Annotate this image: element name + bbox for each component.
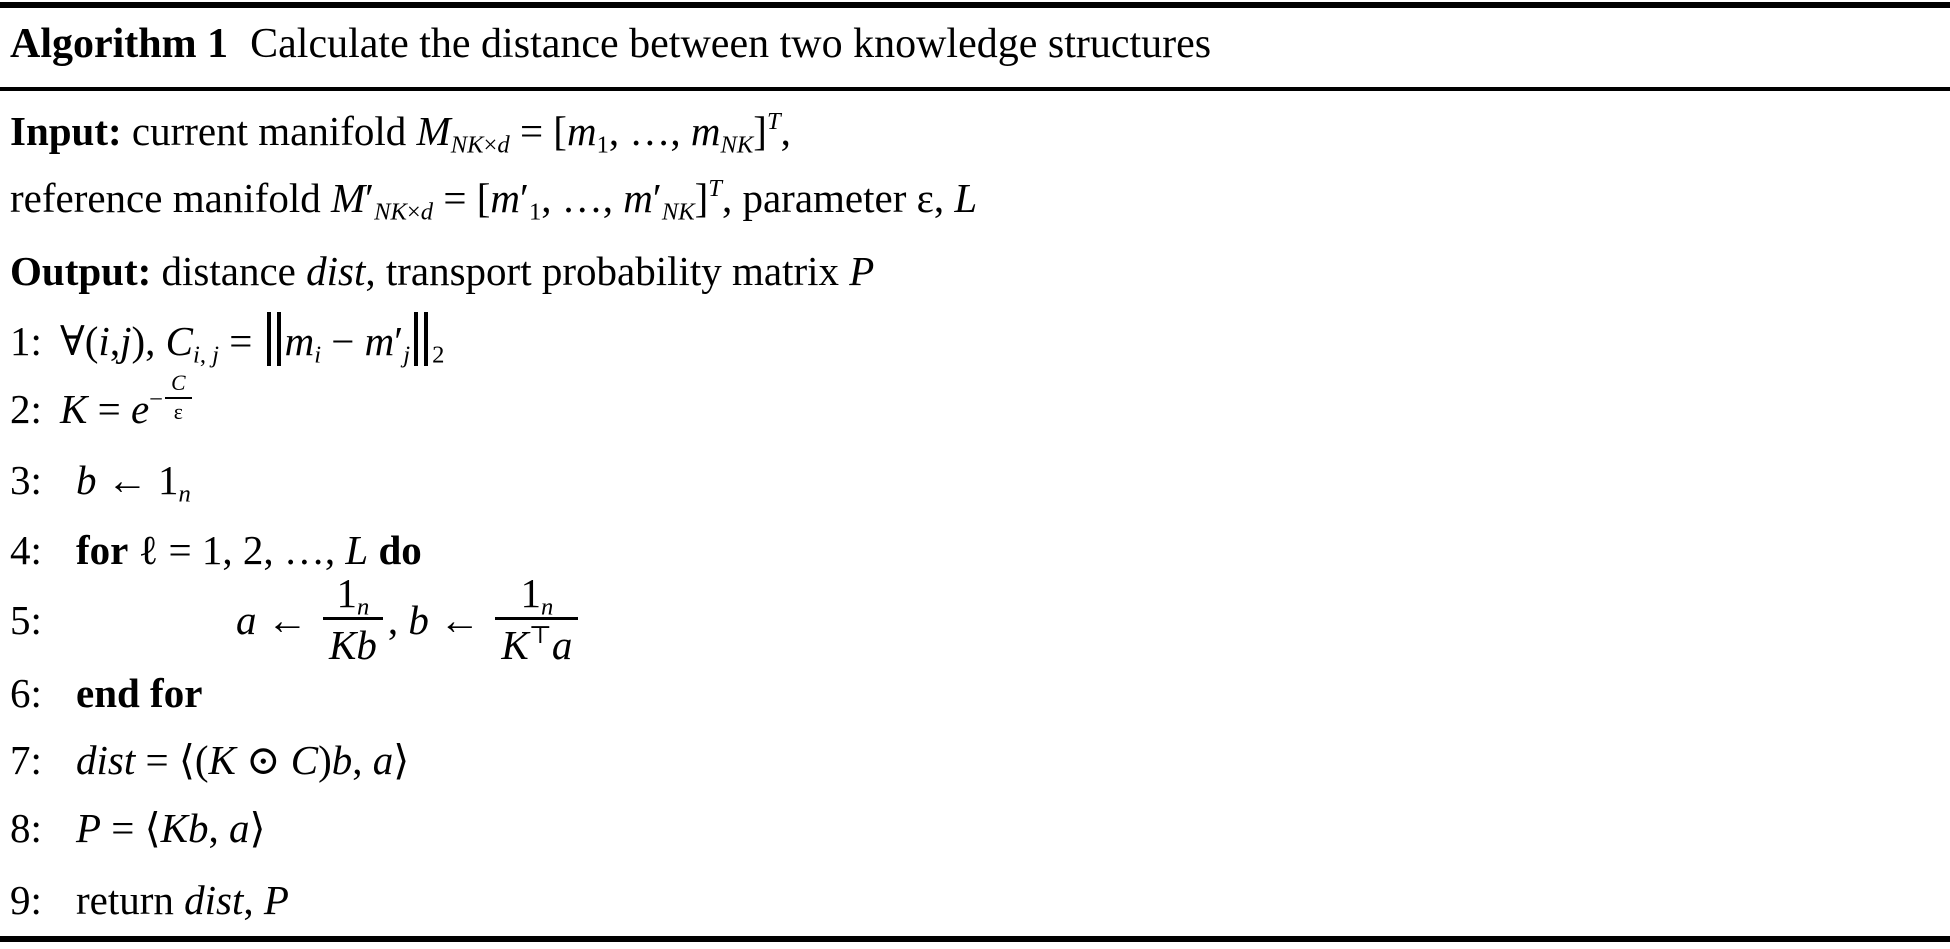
step-number: 4:	[10, 527, 42, 573]
step-number: 3:	[10, 457, 42, 503]
step-row-5	[10, 570, 1940, 670]
step-row-1	[10, 312, 1940, 369]
reference-line	[10, 170, 1940, 226]
step-row-2	[10, 372, 1940, 437]
step-number: 8:	[10, 805, 42, 851]
step-body: return dist, P	[76, 877, 289, 923]
step-row-9	[10, 872, 1940, 928]
step-number: 9:	[10, 877, 42, 923]
step-body: for ℓ = 1, 2, …, L do	[76, 527, 422, 573]
step-number: 2:	[10, 385, 42, 432]
step-number: 5:	[10, 597, 42, 643]
algorithm-title: Calculate the distance between two knowledge structures	[250, 21, 1212, 67]
algorithm-label: Algorithm 1	[10, 21, 229, 67]
step-body: b ← $1_n$	[76, 457, 191, 508]
output-line	[10, 243, 1940, 299]
step-body: ∀(i,j), $C_{i, j} = m_i - m'_j$ $_2$	[60, 318, 444, 364]
step-body: $K = e^{- \frac{C}{\varepsilon}}$	[60, 386, 194, 432]
step-body: end for	[76, 670, 203, 716]
output-label: Output:	[10, 248, 152, 294]
input-label: Input:	[10, 108, 122, 154]
step-body: P = ⟨Kb, a⟩	[76, 805, 266, 851]
step-body: dist = ⟨(K ⊙ C)b, a⟩	[76, 737, 410, 783]
input-line	[10, 103, 1940, 159]
bottom-rule	[0, 936, 1950, 942]
step-body: a ← $\frac{1_n}{Kb}$ , b ← $\frac{1_n}{K^⊤a}$	[236, 597, 583, 643]
step-row-7	[10, 732, 1940, 788]
step-number: 6:	[10, 670, 42, 716]
step-number: 7:	[10, 737, 42, 783]
input-expression: current manifold $M_{NK\times d} = [m_1$, …, $m_{NK}]^T$,	[131, 108, 791, 159]
output-expression: distance dist, transport probability matrix P	[161, 248, 875, 294]
step-row-6	[10, 665, 1940, 721]
algorithm-header	[10, 16, 1940, 72]
step-row-3	[10, 452, 1940, 508]
step-number: 1:	[10, 318, 42, 364]
step-row-8	[10, 800, 1940, 856]
reference-expression: reference manifold $M'_{NK\times d} = [m'_1$, …, $m'_{NK}]^T$, parameter ε, L	[10, 175, 978, 226]
top-rule	[0, 2, 1950, 8]
title-rule	[0, 87, 1950, 91]
